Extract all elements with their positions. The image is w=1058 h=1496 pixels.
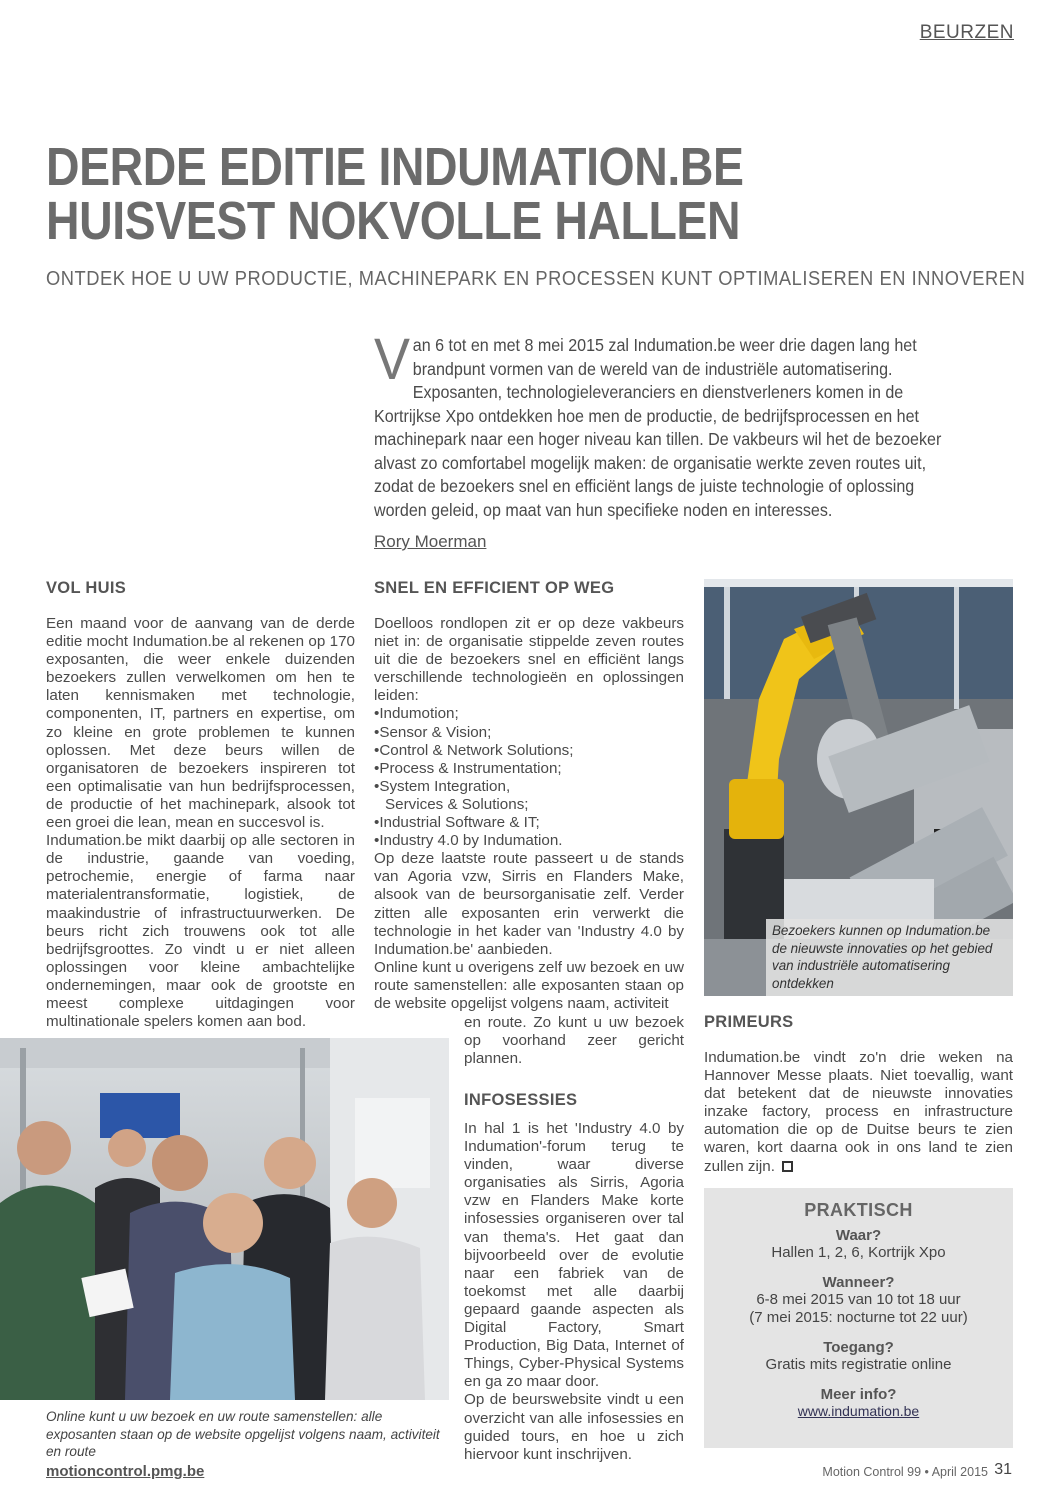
page-number: 31 bbox=[994, 1461, 1012, 1478]
headline-line-2: HUISVEST NOKVOLLE HALLEN bbox=[46, 191, 741, 251]
author-byline[interactable]: Rory Moerman bbox=[374, 532, 487, 551]
section-tag: BEURZEN bbox=[919, 22, 1014, 43]
robot-photo bbox=[704, 579, 1013, 996]
heading-primeurs: PRIMEURS bbox=[704, 1013, 794, 1031]
infosessies-paragraph-1: In hal 1 is het 'Industry 4.0 by Indumation'-forum terug te vinden, waar diverse organisaties als Sirris, Agoria vzw en Flanders Make korte infosessies organiseren over tal van thema's. Het gaat dan bijvoorbeeld over de evolutie naar een fabriek van de toekomst met alle daarbij gepaard gaande aspecten als Digital Factory, Smart Production, Big Data, Internet of Things, Cyber-Physical Systems en ga zo maar door. bbox=[464, 1120, 684, 1391]
heading-snel-en-efficient: SNEL EN EFFICIENT OP WEG bbox=[374, 579, 615, 597]
vol-huis-text bbox=[46, 615, 355, 1031]
info-question-toegang: Toegang? bbox=[823, 1339, 894, 1356]
snel-paragraph-3-continued bbox=[464, 1014, 684, 1068]
route-item-continued: Services & Solutions; bbox=[385, 795, 529, 813]
route-item: •Process & Instrumentation; bbox=[374, 759, 562, 777]
intro-text: an 6 tot en met 8 mei 2015 zal Indumation.be weer drie dagen lang het brandpunt vormen van de wereld van de industriële automatisering. Exposanten, technologieleveranciers en dienstverleners komen in de Kortrijkse Xpo ontdekken hoe men de productie, de bedrijfsprocessen en het machinepark naar een hoger niveau kan tillen. De vakbeurs wil het de bezoeker alvast zo comfortabel mogelijk maken: de organisatie werkte zeven routes uit, zodat de bezoekers snel en efficiënt langs de juiste technologie of oplossing worden geleid, op maat van hun specifieke noden en interesses. bbox=[374, 335, 942, 520]
primeurs-text bbox=[704, 1049, 1013, 1176]
snel-paragraph-3: Online kunt u overigens zelf uw bezoek en uw route samenstellen: alle exposanten staan op de website opgelijst volgens naam, activiteit bbox=[374, 958, 684, 1012]
info-answer-wanneer-1: 6-8 mei 2015 van 10 tot 18 uur bbox=[756, 1291, 961, 1308]
heading-infosessies: INFOSESSIES bbox=[464, 1091, 578, 1109]
route-item: •Industrial Software & IT; bbox=[374, 814, 540, 832]
snel-paragraph-3-end: en route. Zo kunt u uw bezoek op voorhand zeer gericht plannen. bbox=[464, 1014, 684, 1068]
vol-huis-paragraph-2: Indumation.be mikt daarbij op alle sectoren in de industrie, gaande van voeding, petrochemie, energie of farma naar materialentransformatie, logistiek, de maakindustrie of infrastructuurwerken. De beurs richt zich trouwens ook tot alle bedrijfsgroottes. Zo vindt u er niet alleen oplossingen voor kleine ambachtelijke ondernemingen, maar ook de grootste en meest complexe uitdagingen voor multinationale spelers komen aan bod. bbox=[46, 832, 355, 1031]
heading-vol-huis: VOL HUIS bbox=[46, 579, 127, 597]
footer-issue: Motion Control 99 • April 2015 bbox=[822, 1465, 988, 1479]
praktisch-title: PRAKTISCH bbox=[804, 1200, 913, 1220]
info-website-link[interactable]: www.indumation.be bbox=[797, 1403, 920, 1419]
route-item: •Indumotion; bbox=[374, 705, 459, 723]
headline-line-1: DERDE EDITIE INDUMATION.BE bbox=[46, 137, 744, 197]
vol-huis-paragraph-1: Een maand voor de aanvang van de derde editie mocht Indumation.be al rekenen op 170 exposanten, die weer enkele duizenden bezoekers zullen verwelkomen om hen te laten kennismaken met technologie, componenten, IT, partners en expertise, om zo kleine en grote problemen te kunnen oplossen. Met deze beurs willen de organisatoren de bezoekers inspireren tot een optimalisatie van hun bedrijfsprocessen, de productie of het machinepark, alsook tot een groei die lean, mean en succesvol is. bbox=[46, 615, 355, 832]
headline bbox=[46, 137, 872, 251]
info-question-meer-info: Meer info? bbox=[820, 1386, 897, 1403]
infosessies-paragraph-2: Op de beurswebsite vindt u een overzicht van alle infosessies en guided tours, en hoe u zich hiervoor kunt inschrijven. bbox=[464, 1391, 684, 1463]
intro-paragraph bbox=[374, 327, 969, 522]
subheadline: ONTDEK HOE U UW PRODUCTIE, MACHINEPARK EN PROCESSEN KUNT OPTIMALISEREN EN INNOVEREN bbox=[46, 268, 1026, 290]
info-answer-waar: Hallen 1, 2, 6, Kortrijk Xpo bbox=[771, 1244, 946, 1261]
snel-paragraph-2: Op deze laatste route passeert u de stands van Agoria vzw, Sirris en Flanders Make, alsook van de beursorganisatie zelf. Verder zitten alle exposanten erin verwerkt die technologie in het kader van 'Industry 4.0 by Indumation.be' aanbieden. bbox=[374, 850, 684, 958]
info-answer-toegang: Gratis mits registratie online bbox=[765, 1356, 952, 1373]
visitors-photo-caption: Online kunt u uw bezoek en uw route samenstellen: alle exposanten staan op de website opgelijst volgens naam, activiteit en route bbox=[46, 1409, 440, 1459]
primeurs-paragraph-text: Indumation.be vindt zo'n drie weken na Hannover Messe plaats. Niet toevallig, want dat betekent dat de nieuwste innovaties inzake factory, process en infrastructure automation die op de Duitse beurs te zien waren, kort daarna ook in ons land te zien zullen zijn. bbox=[704, 1049, 1013, 1175]
info-question-waar: Waar? bbox=[835, 1227, 882, 1244]
praktisch-info-box bbox=[704, 1188, 1013, 1448]
primeurs-paragraph bbox=[704, 1049, 1013, 1176]
end-of-article-icon bbox=[782, 1161, 793, 1172]
infosessies-text bbox=[464, 1120, 684, 1464]
route-item: •System Integration, bbox=[374, 777, 511, 795]
info-answer-wanneer-2: (7 mei 2015: nocturne tot 22 uur) bbox=[749, 1309, 968, 1326]
visitors-photo bbox=[0, 1038, 449, 1400]
route-item: •Sensor & Vision; bbox=[374, 723, 492, 741]
snel-paragraph-1: Doelloos rondlopen zit er op deze vakbeurs niet in: de organisatie stippelde zeven routes uit die de bezoekers snel en efficiënt langs verschillende technologieën en oplossingen leiden: bbox=[374, 615, 684, 705]
info-question-wanneer: Wanneer? bbox=[822, 1274, 895, 1291]
route-item: •Industry 4.0 by Indumation. bbox=[374, 832, 563, 850]
drop-cap: V bbox=[374, 327, 410, 392]
route-item: •Control & Network Solutions; bbox=[374, 741, 574, 759]
robot-photo-caption: Bezoekers kunnen op Indumation.be de nieuwste innovaties op het gebied van industriële automatisering ontdekken bbox=[766, 919, 1013, 996]
snel-text bbox=[374, 615, 684, 1013]
footer-website-link[interactable]: motioncontrol.pmg.be bbox=[46, 1463, 205, 1480]
visitors-photo-illustration bbox=[0, 1038, 449, 1400]
